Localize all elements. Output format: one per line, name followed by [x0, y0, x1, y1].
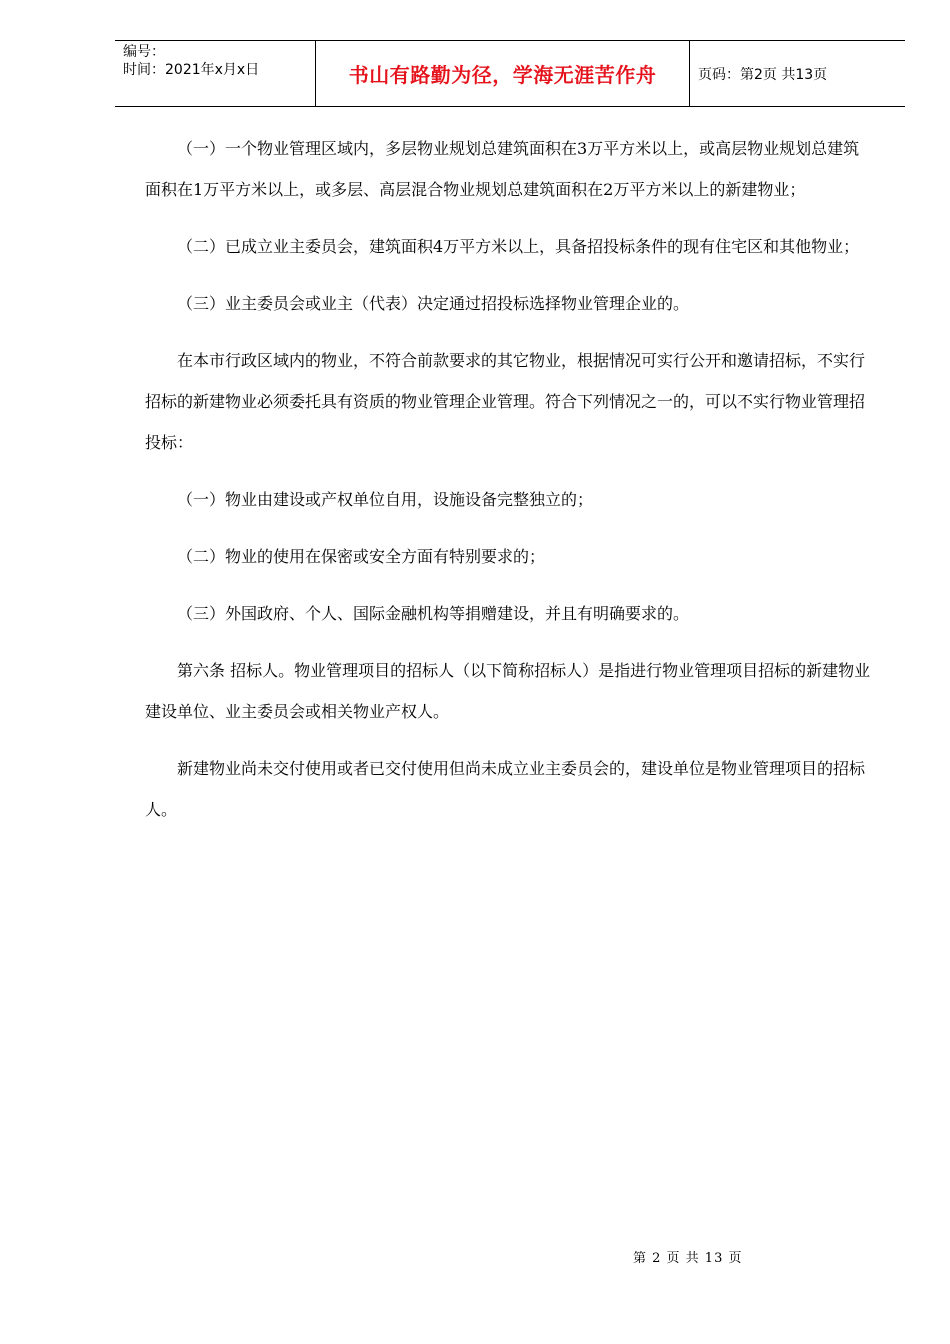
body-paragraph: 第六条 招标人。物业管理项目的招标人（以下简称招标人）是指进行物业管理项目招标的新建物业建设单位、业主委员会或相关物业产权人。 — [145, 661, 871, 721]
body-paragraph: （三）业主委员会或业主（代表）决定通过招投标选择物业管理企业的。 — [177, 294, 690, 313]
body-paragraph: 新建物业尚未交付使用或者已交付使用但尚未成立业主委员会的，建设单位是物业管理项目的招标人。 — [145, 759, 866, 819]
footer-page-number: 第 2 页 共 13 页 — [633, 1251, 743, 1266]
document-body — [145, 128, 875, 830]
header-page-number: 页码：第2页 共13页 — [698, 66, 828, 83]
body-paragraph: （二）已成立业主委员会，建筑面积4万平方米以上，具备招投标条件的现有住宅区和其他物业； — [177, 237, 860, 256]
header-motto: 书山有路勤为径，学海无涯苦作舟 — [316, 41, 690, 106]
document-date-label: 时间：2021年x月x日 — [123, 62, 260, 78]
document-number-label: 编号： — [123, 44, 165, 60]
document-header — [115, 40, 905, 107]
body-paragraph: 在本市行政区域内的物业，不符合前款要求的其它物业，根据情况可实行公开和邀请招标，不实行招标的新建物业必须委托具有资质的物业管理企业管理。符合下列情况之一的，可以不实行物业管理招投标： — [145, 351, 866, 452]
header-meta-cell — [115, 41, 316, 106]
body-paragraph: （二）物业的使用在保密或安全方面有特别要求的； — [177, 547, 546, 566]
body-paragraph: （三）外国政府、个人、国际金融机构等捐赠建设，并且有明确要求的。 — [177, 604, 690, 623]
body-paragraph: （一）一个物业管理区域内，多层物业规划总建筑面积在3万平方米以上，或高层物业规划总建筑面积在1万平方米以上，或多层、高层混合物业规划总建筑面积在2万平方米以上的新建物业； — [145, 139, 860, 199]
body-paragraph: （一）物业由建设或产权单位自用，设施设备完整独立的； — [177, 490, 594, 509]
